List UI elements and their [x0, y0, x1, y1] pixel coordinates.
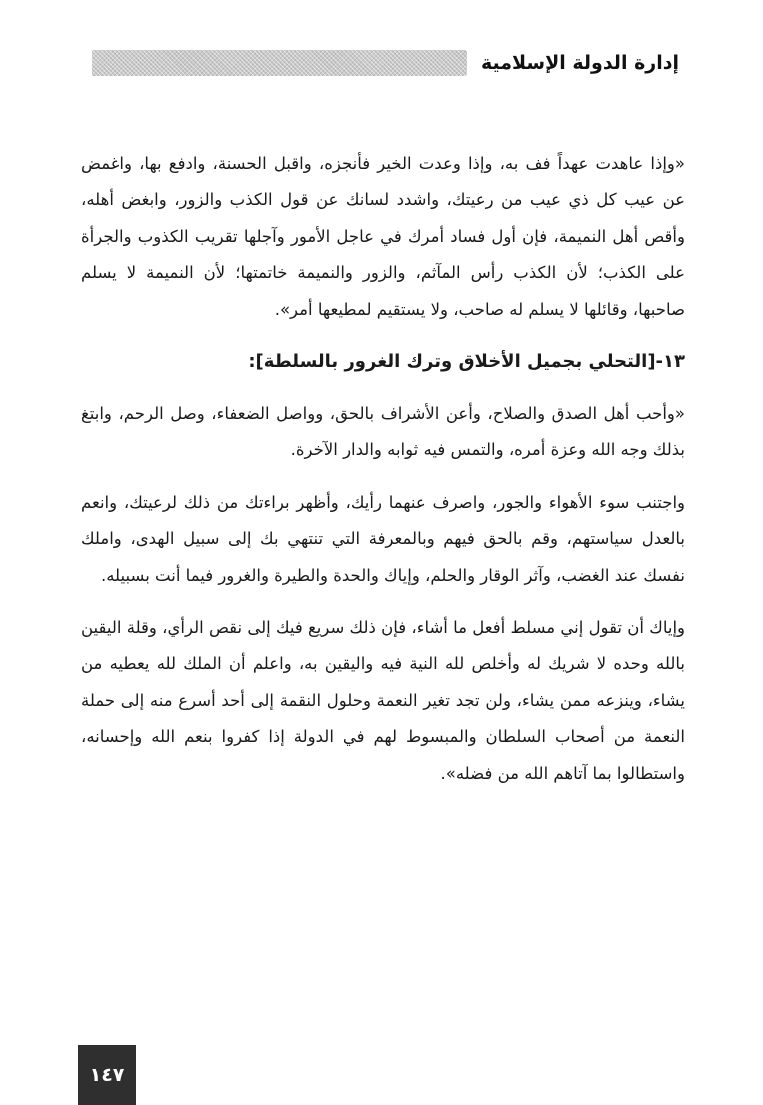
paragraph-1: «وإذا عاهدت عهداً فف به، وإذا وعدت الخير فأنجزه، واقبل الحسنة، وادفع بها، واغمض عن عيب كل ذي عيب من رعيتك، واشدد لسانك عن قول الكذب والزور، وابغض أهله، وأقص أهل النميمة، فإن أول فساد أمرك في عاجل الأمور وآجلها تقريب الكذوب والجرأة على الكذب؛ لأن الكذب رأس المآثم، والزور والنميمة خاتمتها؛ لأن النميمة لا يسلم صاحبها، وقائلها لا يسلم له صاحب، ولا يستقيم لمطيعها أمر».	[81, 154, 685, 319]
paragraph-4: وإياك أن تقول إني مسلط أفعل ما أشاء، فإن ذلك سريع فيك إلى نقص الرأي، وقلة اليقين بالله وحده لا شريك له وأخلص لله النية فيه واليقين به، واعلم أن الملك لله يعطيه من يشاء، وينزعه ممن يشاء، ولن تجد تغير النعمة وحلول النقمة إلى أحد أسرع منه إلى حملة النعمة من أصحاب السلطان والمبسوط لهم في الدولة إذا كفروا بنعم الله وإحسانه، واستطالوا بما آتاهم الله من فضله».	[81, 618, 685, 783]
paragraph-3: واجتنب سوء الأهواء والجور، واصرف عنهما رأيك، وأظهر براءتك من ذلك لرعيتك، وانعم بالعدل سياستهم، وقم بالحق فيهم وبالمعرفة التي تنتهي بك إلى سبيل الهدى، واملك نفسك عند الغضب، وآثر الوقار والحلم، وإياك والحدة والطيرة والغرور فيما أنت بسبيله.	[81, 492, 685, 585]
running-header	[92, 46, 679, 80]
page-number	[78, 1045, 136, 1105]
paragraph-2: «وأحب أهل الصدق والصلاح، وأعن الأشراف بالحق، وواصل الضعفاء، وصل الرحم، وابتغ بذلك وجه الله وعزة أمره، والتمس فيه ثوابه والدار الآخرة.	[81, 404, 685, 460]
page-number-text: ١٤٧	[89, 1064, 125, 1086]
header-decorative-bar	[92, 50, 467, 76]
section-heading-13: ١٣-[التحلي بجميل الأخلاق وترك الغرور بالسلطة]:	[248, 351, 685, 373]
page-body	[81, 146, 685, 792]
book-title: إدارة الدولة الإسلامية	[480, 52, 679, 74]
